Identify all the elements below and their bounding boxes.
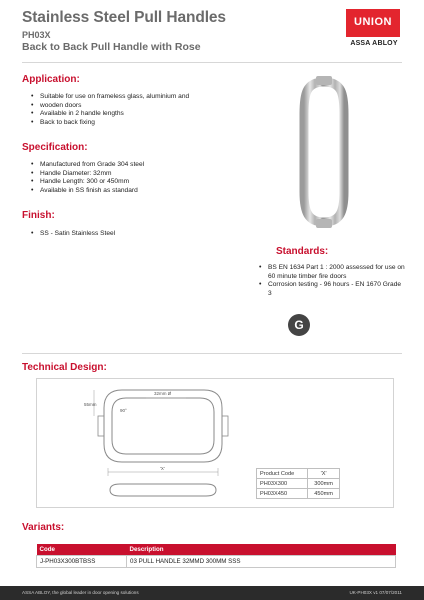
- footer-tagline: ASSA ABLOY, the global leader in door opening solutions: [22, 590, 139, 595]
- application-heading: Application:: [22, 74, 80, 85]
- length-label: 'X': [160, 466, 165, 471]
- table-cell: 03 PULL HANDLE 32MMD 300MM SSS: [127, 556, 396, 568]
- section-divider: [22, 353, 402, 354]
- table-header: Code: [37, 544, 127, 556]
- union-logo: [346, 9, 400, 37]
- specification-list: [30, 161, 280, 195]
- list-item: • Manufactured from Grade 304 steel: [30, 161, 280, 170]
- list-item: • Back to back fixing: [30, 119, 280, 128]
- standards-heading: Standards:: [276, 246, 329, 257]
- angle-label: 90°: [120, 408, 127, 413]
- list-item: • Suitable for use on frameless glass, aluminium and: [30, 93, 280, 102]
- application-list: [30, 93, 280, 127]
- list-item: • BS EN 1634 Part 1 : 2000 assessed for use on 60 minute timber fire doors: [258, 264, 406, 281]
- standards-list: [258, 264, 406, 298]
- header-divider: [22, 62, 402, 63]
- product-code: PH03X: [22, 30, 51, 40]
- specification-heading: Specification:: [22, 142, 88, 153]
- table-header: 'X': [308, 469, 340, 479]
- height-label: 55mm: [84, 402, 97, 407]
- list-item: • Available in SS finish as standard: [30, 187, 280, 196]
- logo-text: UNION: [354, 16, 392, 28]
- table-cell: 300mm: [308, 479, 340, 489]
- footer: [0, 586, 424, 600]
- cert-logo-letter: G: [294, 318, 304, 332]
- technical-drawing: [86, 384, 246, 500]
- list-item-continuation: wooden doors: [40, 101, 82, 109]
- list-item: • SS - Satin Stainless Steel: [30, 230, 280, 239]
- table-header: Product Code: [257, 469, 308, 479]
- finish-list: [30, 230, 280, 239]
- table-row: [257, 489, 340, 499]
- variants-heading: Variants:: [22, 522, 65, 533]
- table-cell: 450mm: [308, 489, 340, 499]
- list-item: [30, 102, 280, 111]
- table-cell: J-PH03X300BTBSS: [37, 556, 127, 568]
- assa-abloy-logo: ASSA ABLOY: [350, 40, 398, 47]
- diameter-label: 32mm Ø: [154, 391, 172, 396]
- page-title: Stainless Steel Pull Handles: [22, 9, 226, 26]
- variants-table: [36, 544, 396, 568]
- list-item: • Available in 2 handle lengths: [30, 110, 280, 119]
- technical-heading: Technical Design:: [22, 362, 107, 373]
- certification-logo: [288, 314, 310, 336]
- page-subtitle: Back to Back Pull Handle with Rose: [22, 41, 201, 53]
- table-cell: PH03X300: [257, 479, 308, 489]
- table-header-row: [37, 544, 396, 556]
- list-item: • Handle Diameter: 32mm: [30, 170, 280, 179]
- table-cell: PH03X450: [257, 489, 308, 499]
- table-row: [257, 479, 340, 489]
- finish-heading: Finish:: [22, 210, 55, 221]
- list-item: • Corrosion testing - 96 hours - EN 1670 Grade 3: [258, 281, 406, 298]
- list-item: • Handle Length: 300 or 450mm: [30, 178, 280, 187]
- product-size-table: [256, 468, 340, 499]
- handle-photo: [296, 74, 352, 230]
- table-row: [37, 556, 396, 568]
- footer-doc-ref: UK-PH03X v1 07/07/2011: [349, 590, 402, 595]
- table-header: Description: [127, 544, 396, 556]
- table-header-row: [257, 469, 340, 479]
